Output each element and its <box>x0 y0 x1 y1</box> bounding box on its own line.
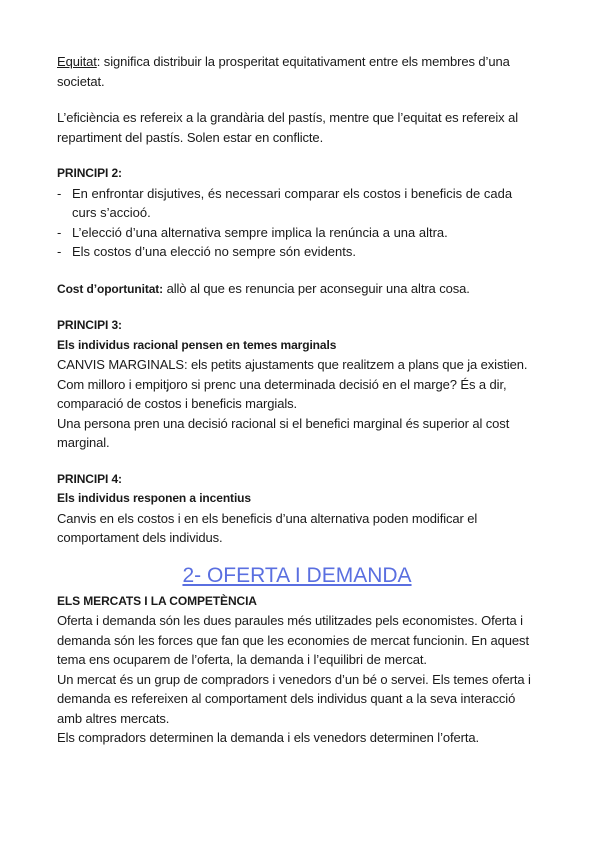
equitat-paragraph <box>57 52 537 91</box>
eficiencia-paragraph: L’eficiència es refereix a la grandària del pastís, mentre que l’equitat es refereix al repartiment del pastís. Solen estar en conflicte. <box>57 110 519 145</box>
principi4-subtitle: Els individus responen a incentius <box>57 491 251 505</box>
cost-oportunitat-paragraph <box>57 279 537 300</box>
list-item-text: L’elecció d’una alternativa sempre implica la renúncia a una altra. <box>72 224 448 240</box>
mercats-paragraph-1: Oferta i demanda són les dues paraules més utilitzades pels economistes. Oferta i demanda són les forces que fan que les economies de mercat funcionin. En aquest tema ens ocuparem de l’oferta, la demanda i l’equilibri de mercat. <box>57 613 529 667</box>
cost-oportunitat-term: Cost d’oportunitat: <box>57 281 164 296</box>
list-item-text: Els costos d’una elecció no sempre són evidents. <box>72 244 356 259</box>
principi3-subtitle: Els individus racional pensen en temes marginals <box>57 337 337 352</box>
mercats-paragraph-2: Un mercat és un grup de compradors i venedors d’un bé o servei. Els temes oferta i demanda es refereixen al comportament dels individus quant a la seva interacció amb altres mercats. <box>57 671 531 726</box>
document-page <box>57 52 537 748</box>
principi2-title: PRINCIPI 2: <box>57 166 122 180</box>
principi2-list <box>57 184 537 262</box>
section-heading: 2- OFERTA I DEMANDA <box>182 563 412 587</box>
principi4-paragraph: Canvis en els costos i en els beneficis d’una alternativa poden modificar el comportament dels individus. <box>57 510 478 545</box>
bullet-dash: - <box>57 244 62 259</box>
principi3-paragraph-2: Una persona pren una decisió racional si el benefici marginal és superior al cost marginal. <box>57 415 510 450</box>
principi3-title: PRINCIPI 3: <box>57 318 122 332</box>
bullet-dash: - <box>57 185 62 201</box>
bullet-dash: - <box>57 224 62 240</box>
equitat-term: Equitat <box>57 54 97 69</box>
list-item <box>57 223 537 243</box>
cost-oportunitat-definition: allò al que es renuncia per aconseguir una altra cosa. <box>163 280 470 296</box>
mercats-title: ELS MERCATS I LA COMPETÈNCIA <box>57 593 257 608</box>
list-item <box>57 242 537 262</box>
equitat-definition: : significa distribuir la prosperitat equitativament entre els membres d’una societat. <box>57 54 510 89</box>
mercats-paragraph-3: Els compradors determinen la demanda i els venedors determinen l’oferta. <box>57 730 480 745</box>
list-item <box>57 184 537 223</box>
principi4-title: PRINCIPI 4: <box>57 471 122 486</box>
principi3-paragraph-1: CANVIS MARGINALS: els petits ajustaments que realitzem a plans que ja existien. Com milloro i empitjoro si prenc una determinada decisió en el marge? És a dir, comparació de costos i beneficis margials. <box>57 357 528 411</box>
list-item-text: En enfrontar disjutives, és necessari comparar els costos i beneficis de cada curs s’accioó. <box>72 185 513 220</box>
